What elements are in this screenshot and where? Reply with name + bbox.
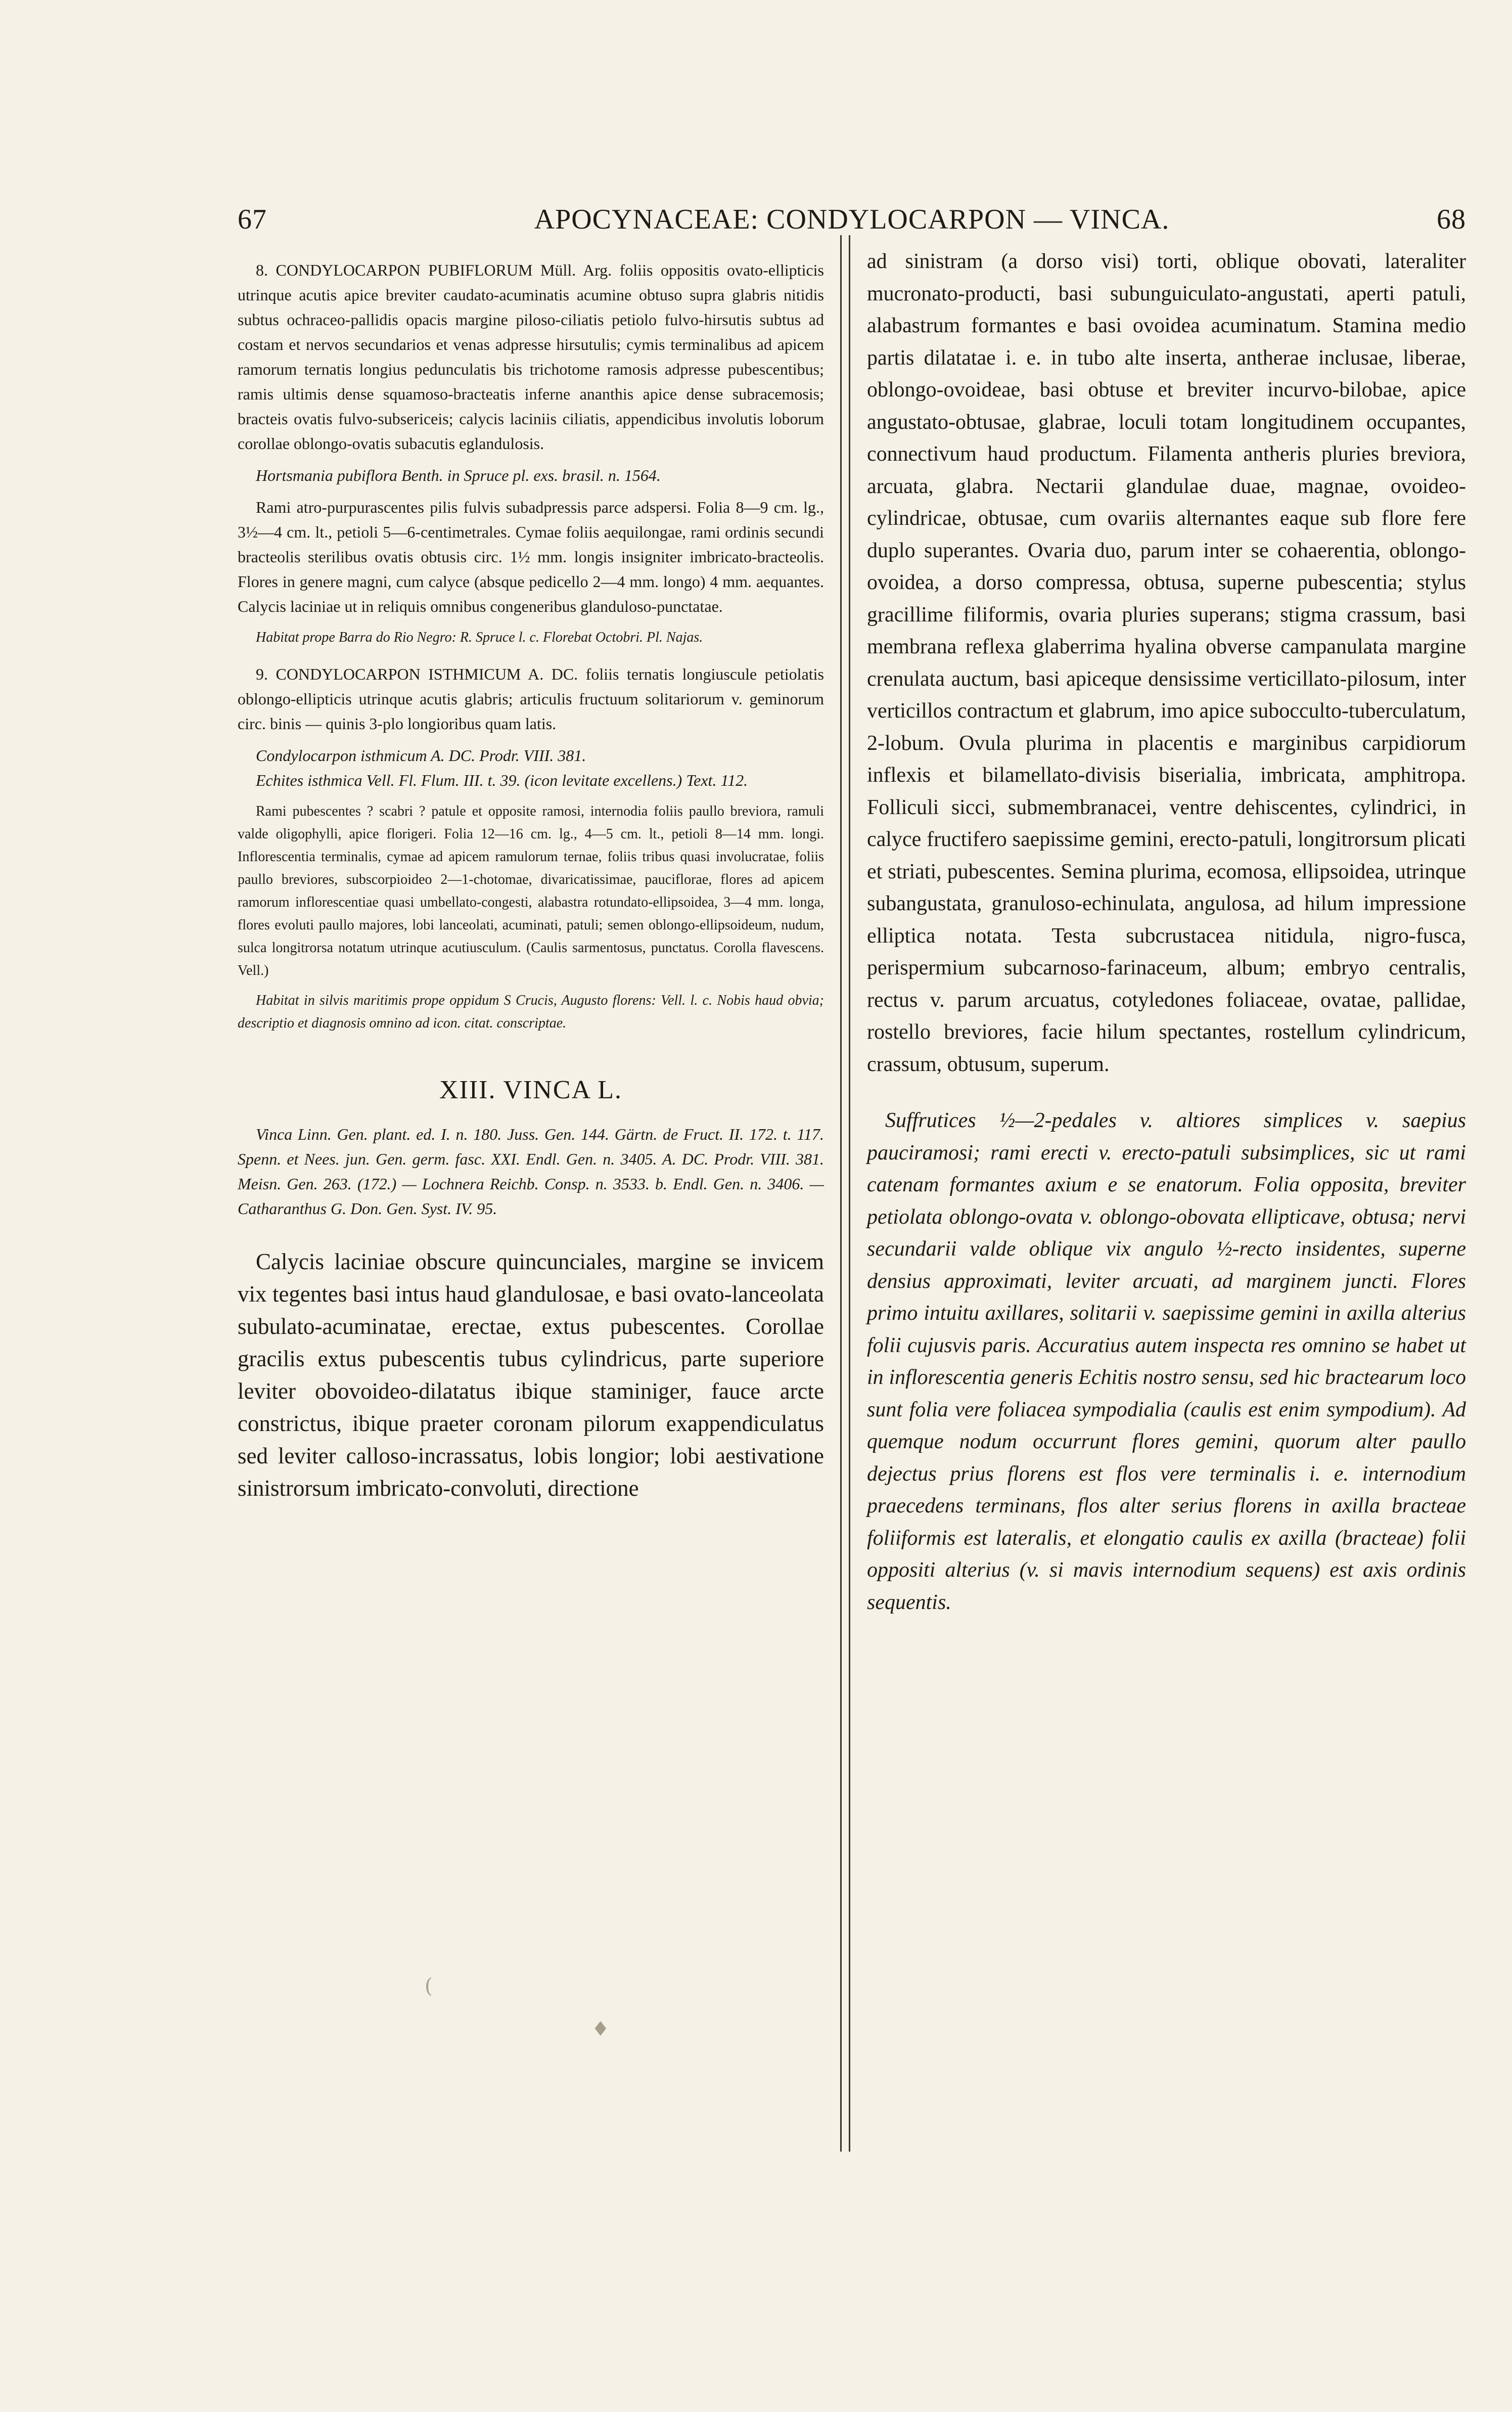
species-8-habitat: Habitat prope Barra do Rio Negro: R. Spruce l. c. Florebat Octobri. Pl. Najas. xyxy=(256,630,703,645)
species-9-synonym-1: Condylocarpon isthmicum A. DC. Prodr. VIII. 381. xyxy=(256,746,586,765)
genus-references: Vinca Linn. Gen. plant. ed. I. n. 180. Juss. Gen. 144. Gärtn. de Fruct. II. 172. t. 117. Spenn. et Nees. jun. Gen. germ. fasc. XXI. Endl. Gen. n. 3405. A. DC. Prodr. VIII. 381. Meisn. Gen. 263. (172.) — Lochnera Reichb. Consp. n. 3533. b. Endl. Gen. n. 3406. — Catharanthus G. Don. Gen. Syst. IV. 95. xyxy=(238,1125,824,1218)
species-9-habitat: Habitat in silvis maritimis prope oppidum S Crucis, Augusto florens: Vell. l. c. Nobis haud obvia; descriptio et diagnosis omnino ad icon. citat. conscriptae. xyxy=(238,993,824,1031)
running-title: APOCYNACEAE: CONDYLOCARPON — VINCA. xyxy=(534,204,1170,235)
species-9-diagnosis: 9. CONDYLOCARPON ISTHMICUM A. DC. foliis ternatis longiuscule petiolatis oblongo-ellipticis utrinque acutis glabris; articulis fructuum solitariorum v. geminorum circ. binis — quinis 3-plo longioribus quam latis. xyxy=(238,665,824,733)
page-number-right: 68 xyxy=(1437,204,1466,235)
genus-description-continued: ad sinistram (a dorso visi) torti, oblique obovati, lateraliter mucronato-producti, basi subunguiculato-angustati, aperti patuli, alabastrum formantes e basi ovoidea acuminatum. Stamina medio partis dilatatae i. e. in tubo alte inserta, antherae inclusae, liberae, oblongo-ovoideae, basi obtuse et breviter incurvo-bilobae, apice angustato-obtusae, glabrae, loculi totam longitudinem occupantes, connectivum haud productum. Filamenta antheris pluries breviora, arcuata, glabra. Nectarii glandulae duae, magnae, ovoideo-cylindricae, obtusae, cum ovariis alternantes eaque sub flore fere duplo superantes. Ovaria duo, parum inter se cohaerentia, oblongo-ovoidea, a dorso compressa, obtusa, superne pubescentia; stylus gracillime filiformis, ovaria pluries superans; stigma crassum, basi membrana reflexa glaberrima hyalina obverse campanulata margine crenulata auctum, basi apiceque densissime verticillato-pilosum, inter verticillos contractum et glabrum, imo apice subocculto-tuberculatum, 2-lobum. Ovula plurima in placentis e marginibus carpidiorum inflexis et bilamellato-divisis biserialia, imbricata, amphitropa. Folliculi sicci, submembranacei, ventre dehiscentes, cylindrici, in calyce fructifero saepissime gemini, erecto-patuli, longitrorsum plicati et striati, pubescentes. Semina plurima, ecomosa, ellipsoidea, utrinque subangustata, granuloso-echinulata, angulosa, ad hilum impressione elliptica notata. Testa subcrustacea nitidula, nigro-fusca, perispermium subcarnoso-farinaceum, album; embryo centralis, rectus v. parum arcuatus, cotyledones foliaceae, ovatae, pallidae, rostello breviores, facie hilum spectantes, rostellum cylindricum, crassum, obtusum, superum. xyxy=(867,250,1466,1076)
genus-heading: XIII. VINCA L. xyxy=(439,1076,623,1104)
species-8-diagnosis: 8. CONDYLOCARPON PUBIFLORUM Müll. Arg. foliis oppositis ovato-ellipticis utrinque acutis apice breviter caudato-acuminatis acumine obtuso supra glabris nitidis subtus ochraceo-pallidis opacis margine piloso-ciliatis petiolo fulvo-hirsutis subtus ad costam et nervos secundarios et venas adpresse hirsutulis; cymis terminalibus ad apicem ramorum ternatis longius pedunculatis bis trichotome ramosis adpresse pubescentibus; ramis ultimis dense squamoso-bracteatis inferne ananthis apice dense subracemosis; bracteis ovatis fulvo-subsericeis; calycis laciniis ciliatis, appendicibus involutis loborum corollae oblongo-ovatis subacutis eglandulosis. xyxy=(238,261,824,453)
left-column xyxy=(238,258,824,1504)
species-8-synonym: Hortsmania pubiflora Benth. in Spruce pl. exs. brasil. n. 1564. xyxy=(256,466,661,484)
right-column xyxy=(867,246,1466,1619)
habit-description: Suffrutices ½—2-pedales v. altiores simplices v. saepius pauciramosi; rami erecti v. erecto-patuli subsimplices, sic ut rami catenam formantes axium e se enatorum. Folia opposita, breviter petiolata oblongo-ovata v. oblongo-obovata ellipticave, obtusa; nervi secundarii valde oblique vix angulo ½-recto insidentes, superne densius approximati, leviter arcuati, ad marginem juncti. Flores primo intuitu axillares, solitarii v. saepissime gemini in axilla alterius folii cujusvis paris. Accuratius autem inspecta res omnino se habet ut in inflorescentia generis Echitis nostro sensu, sed hic bractearum loco sunt folia vere foliacea sympodialia (caulis est enim sympodium). Ad quemque nodum occurrunt flores gemini, quorum alter paullo dejectus prius florens est flos vere terminalis i. e. internodium praecedens terminans, flos alter serius florens in axilla bracteae foliiformis est lateralis, et elongatio caulis ex axilla (bracteae) folii oppositi alterius (v. si mavis internodium sequens) est axis ordinis sequentis. xyxy=(867,1109,1466,1614)
page-number-left: 67 xyxy=(238,204,267,235)
column-divider xyxy=(840,235,850,2152)
species-8-description: Rami atro-purpurascentes pilis fulvis subadpressis parce adspersi. Folia 8—9 cm. lg., 3½—4 cm. lt., petioli 5—6-centimetrales. Cymae foliis aequilongae, rami ordinis secundi bracteolis sterilibus ovatis obtusis circ. 1½ mm. longis insigniter imbricato-bracteolis. Flores in genere magni, cum calyce (absque pedicello 2—4 mm. longo) 4 mm. aequantes. Calycis laciniae ut in reliquis omnibus congeneribus glanduloso-punctatae. xyxy=(238,498,824,615)
running-header xyxy=(238,203,1466,244)
paper-speck: ♦ xyxy=(591,2018,610,2041)
paper-speck: ( xyxy=(425,1975,433,1998)
genus-description: Calycis laciniae obscure quincunciales, margine se invicem vix tegentes basi intus haud glandulosae, e basi ovato-lanceolata subulato-acuminatae, erectae, extus pubescentes. Corollae gracilis extus pubescentis tubus cylindricus, parte superiore leviter obovoideo-dilatatus ibique staminiger, fauce arcte constrictus, ibique praeter coronam pilorum exappendiculatus sed leviter calloso-incrassatus, lobis longior; lobi aestivatione sinistrorsum imbricato-convoluti, directione xyxy=(238,1249,824,1501)
species-9-description: Rami pubescentes ? scabri ? patule et opposite ramosi, internodia foliis paullo breviora, ramuli valde oligophylli, apice florigeri. Folia 12—16 cm. lg., 4—5 cm. lt., petioli 8—14 mm. longi. Inflorescentia terminalis, cymae ad apicem ramulorum ternae, foliis tribus quasi involucratae, foliis paullo breviores, subscorpioideo 2—1-chotomae, divaricatissimae, pauciflorae, flores ad apicem ramorum inflorescentiae quasi umbellato-congesti, alabastra rotundato-ellipsoidea, 3—4 mm. longa, flores evoluti paullo majores, lobi lanceolati, acuminati, patuli; semen oblongo-ellipsoideum, nudum, sulca longitrorsa notatum utrinque acutiusculum. (Caulis sarmentosus, punctatus. Corolla flavescens. Vell.) xyxy=(238,803,824,978)
species-9-synonym-2: Echites isthmica Vell. Fl. Flum. III. t. 39. (icon levitate excellens.) Text. 112. xyxy=(256,771,748,789)
